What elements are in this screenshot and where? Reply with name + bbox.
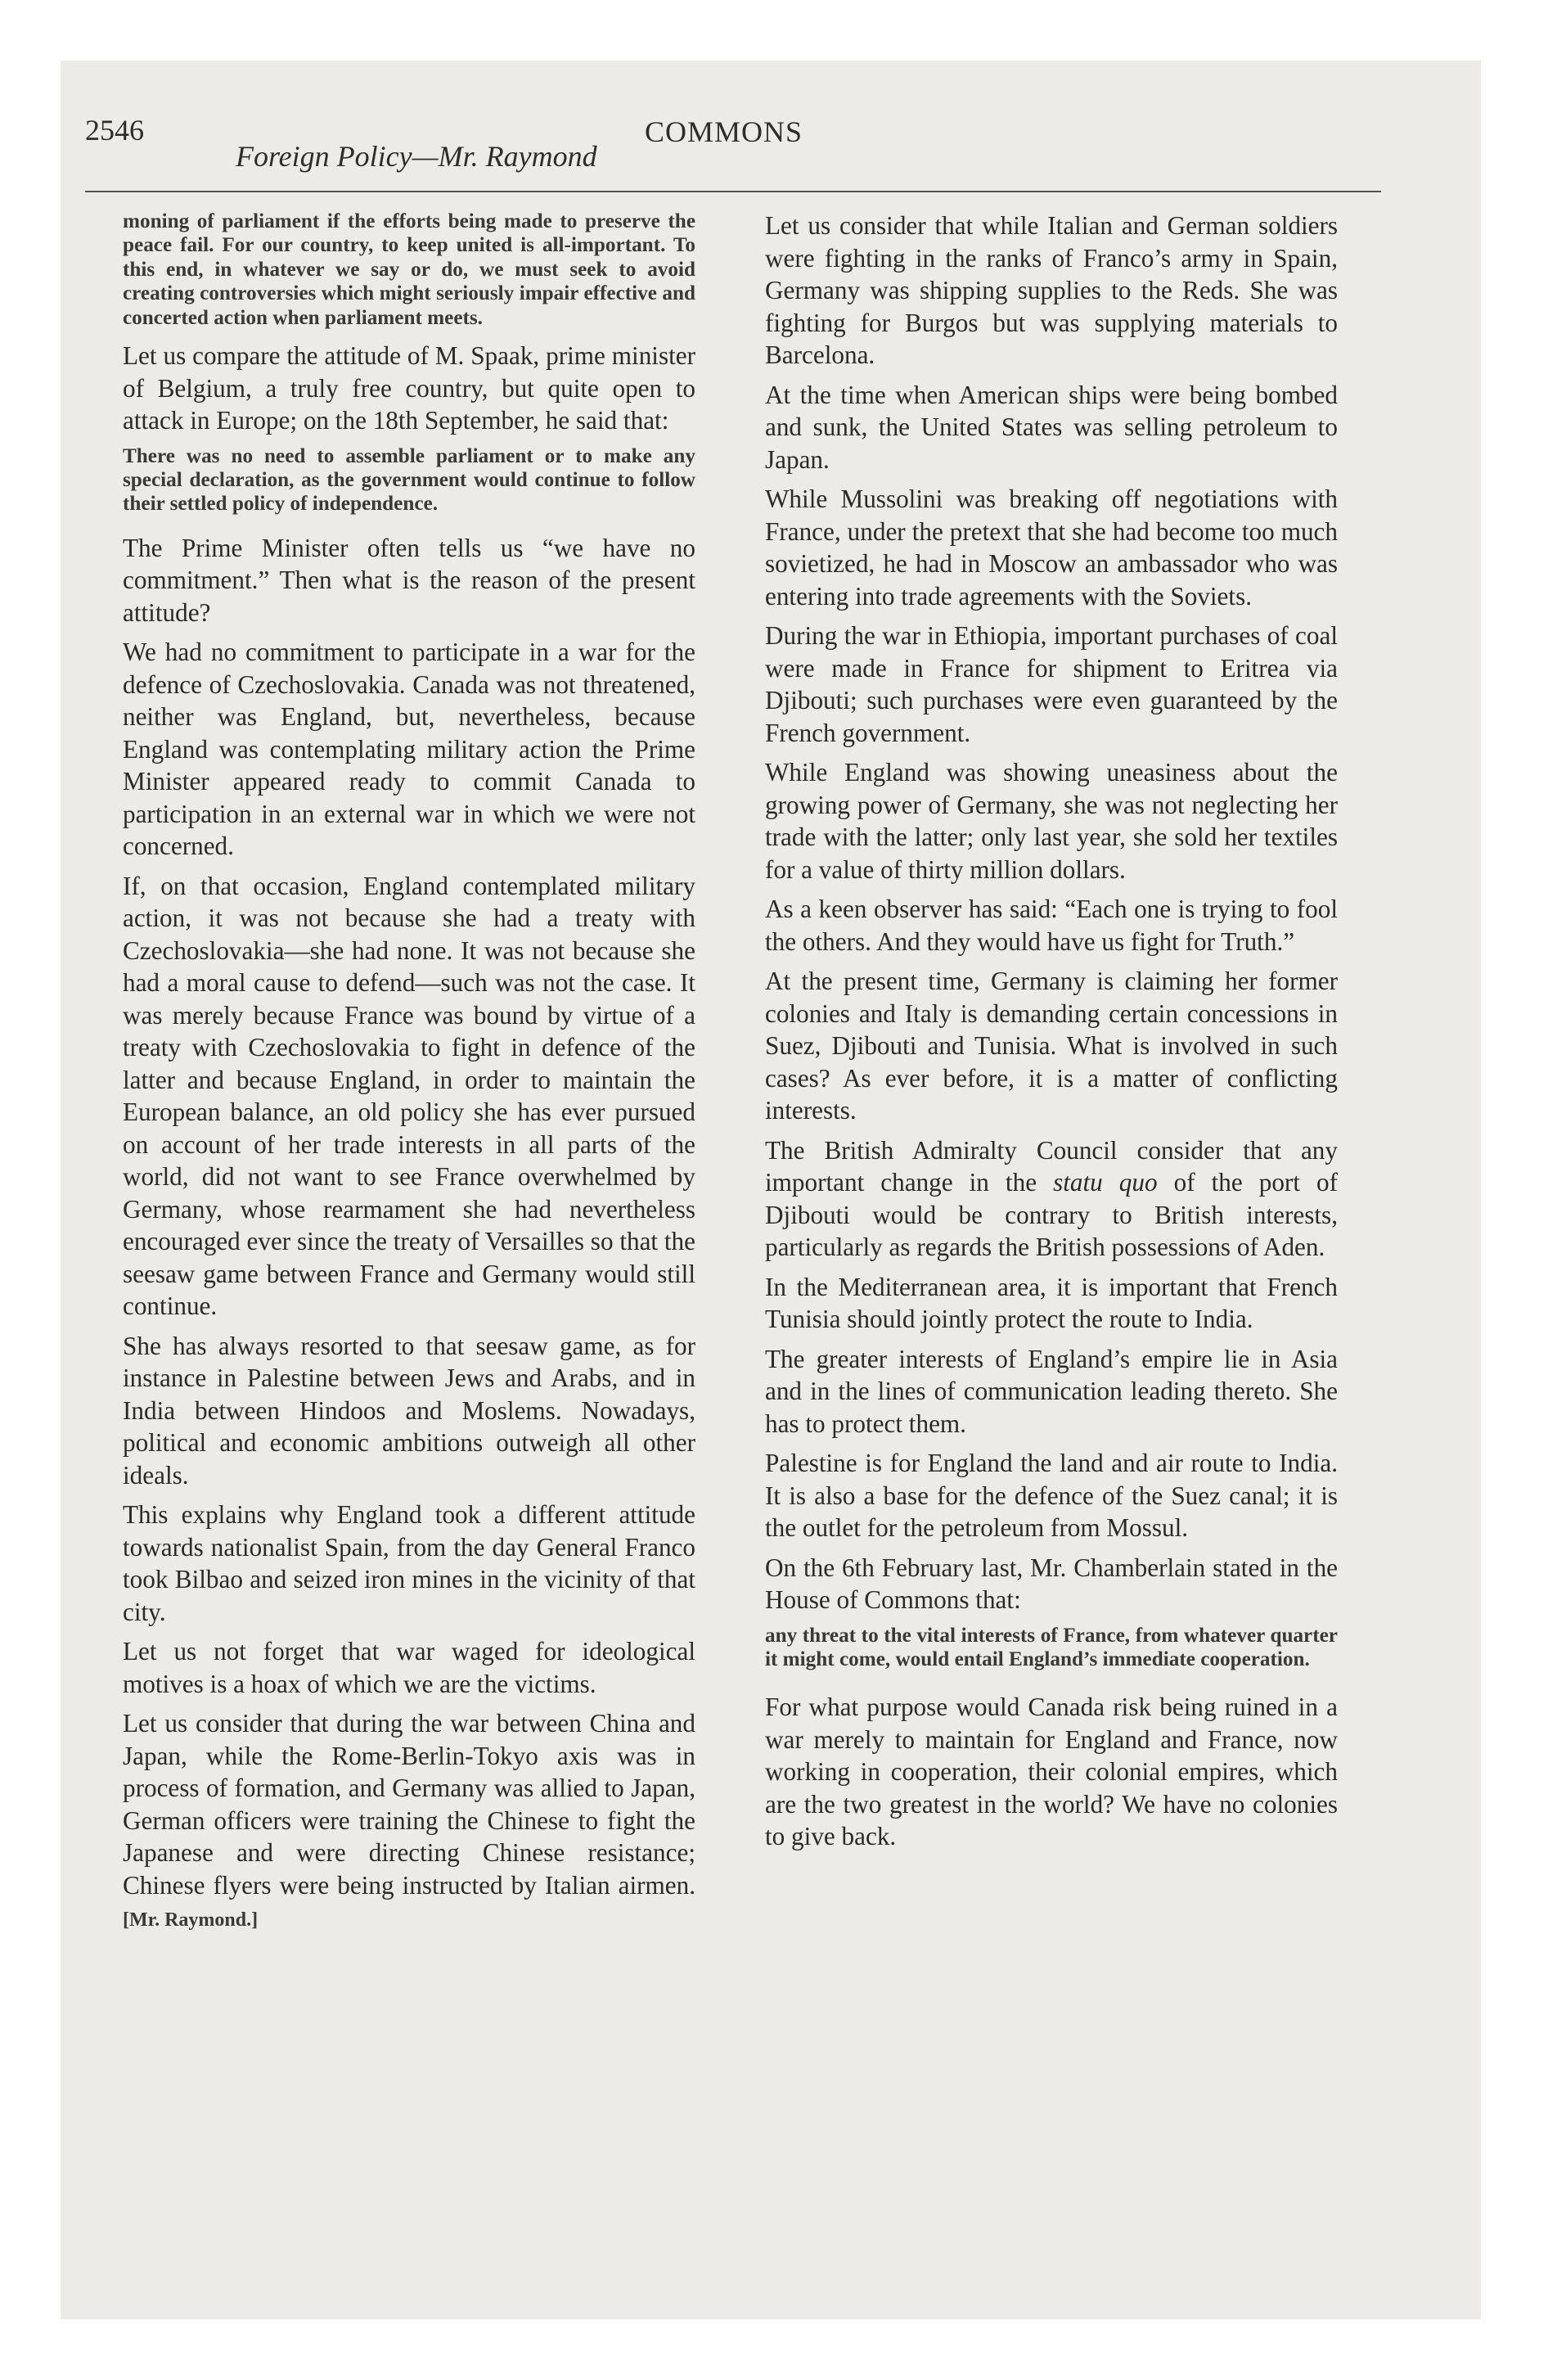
left-column: [123, 210, 695, 1939]
paragraph: She has always resorted to that seesaw game, as for instance in Palestine between Jews and Arabs, and in India between Hindoos and Moslems. Nowadays, political and economic ambitions outweigh all other ideals.: [123, 1331, 695, 1490]
paragraph: During the war in Ethiopia, important purchases of coal were made in France for shipment to Eritrea via Djibouti; such purchases were even guaranteed by the French government.: [765, 621, 1338, 747]
paragraph-text: The British Admiralty Council consider that any important change in the: [765, 1135, 1338, 1197]
paragraph-text: of the port of Djibouti would be contrary to British interests, particularly as regards the British possessions of Aden.: [765, 1168, 1338, 1261]
paragraph: On the 6th February last, Mr. Chamberlain stated in the House of Commons that:: [765, 1553, 1338, 1614]
journal-title: COMMONS: [645, 115, 803, 148]
paragraph: [765, 1134, 1338, 1264]
paragraph: If, on that occasion, England contemplated military action, it was not because she had a treaty with Czechoslovakia—she had none. It was not because she had a moral cause to defend—such was not the case. It was merely because France was bound by virtue of a treaty with Czechoslovakia to fight in defence of the latter and because England, in order to maintain the European balance, an old policy she has ever pursued on account of her trade interests in all parts of the world, did not want to see France overwhelmed by Germany, whose rearmament she had nevertheless encouraged ever since the treaty of Versailles so that the seesaw game between France and Germany would still continue.: [123, 871, 695, 1321]
paragraph: Let us not forget that war waged for ideological motives is a hoax of which we are the victims.: [123, 1637, 695, 1698]
running-head: Foreign Policy—Mr. Raymond: [236, 140, 597, 173]
right-column: [765, 210, 1338, 1860]
paragraph: As a keen observer has said: “Each one is trying to fool the others. And they would have us fight for Truth.”: [765, 895, 1338, 956]
paragraph: The greater interests of England’s empire lie in Asia and in the lines of communication leading thereto. She has to protect them.: [765, 1344, 1338, 1438]
paragraph: While England was showing uneasiness about the growing power of Germany, she was not neglecting her trade with the latter; only last year, she sold her textiles for a value of thirty million dollars.: [765, 758, 1338, 884]
paragraph: Let us consider that while Italian and German soldiers were fighting in the ranks of Franco’s army in Spain, Germany was shipping supplies to the Reds. She was fighting for Burgos but was supplying materials to Barcelona.: [765, 211, 1338, 369]
header-rule: [85, 191, 1381, 192]
paragraph: At the present time, Germany is claiming her former colonies and Italy is demanding certain concessions in Suez, Djibouti and Tunisia. What is involved in such cases? As ever before, it is a matter of conflicting interests.: [765, 967, 1338, 1125]
paragraph: For what purpose would Canada risk being ruined in a war merely to maintain for England and France, now working in cooperation, their colonial empires, which are the two greatest in the world? We have no colonies to give back.: [765, 1693, 1338, 1851]
paragraph: In the Mediterranean area, it is important that French Tunisia should jointly protect the route to India.: [765, 1272, 1338, 1333]
paragraph: At the time when American ships were being bombed and sunk, the United States was selling petroleum to Japan.: [765, 380, 1338, 474]
paragraph: Let us consider that during the war between China and Japan, while the Rome-Berlin-Tokyo axis was in process of formation, and Germany was allied to Japan, German officers were training the Chinese to fight the Japanese and were directing Chinese resistance; Chinese flyers were being instructed by Italian airmen.: [123, 1709, 695, 1900]
paragraph: This explains why England took a different attitude towards nationalist Spain, from the day General Franco took Bilbao and seized iron mines in the vicinity of that city.: [123, 1500, 695, 1626]
paragraph: While Mussolini was breaking off negotiations with France, under the pretext that she had become too much sovietized, he had in Moscow an ambassador who was entering into trade agreements with the Soviets.: [765, 485, 1338, 611]
block-quote: There was no need to assemble parliament or to make any special declaration, as the government would continue to follow their settled policy of independence.: [123, 444, 695, 516]
block-quote: any threat to the vital interests of France, from whatever quarter it might come, would entail England’s immediate cooperation.: [765, 1624, 1338, 1670]
paragraph: The Prime Minister often tells us “we have no commitment.” Then what is the reason of the present attitude?: [123, 533, 695, 627]
paragraph: Let us compare the attitude of M. Spaak, prime minister of Belgium, a truly free country, but quite open to attack in Europe; on the 18th September, he said that:: [123, 341, 695, 435]
paragraph: moning of parliament if the efforts being made to preserve the peace fail. For our country, to keep united is all-important. To this end, in whatever we say or do, we must seek to avoid creating controversies which might seriously impair effective and concerted action when parliament meets.: [123, 210, 695, 329]
paragraph: Palestine is for England the land and air route to India. It is also a base for the defence of the Suez canal; it is the outlet for the petroleum from Mossul.: [765, 1449, 1338, 1542]
italic-term: statu quo: [1053, 1168, 1158, 1197]
paragraph: We had no commitment to participate in a war for the defence of Czechoslovakia. Canada was not threatened, neither was England, but, nevertheless, because England was contemplating military action the Prime Minister appeared ready to commit Canada to participation in an external war in which we were not concerned.: [123, 638, 695, 861]
page-number: 2546: [85, 114, 144, 146]
speaker-attribution: [Mr. Raymond.]: [123, 1909, 259, 1931]
